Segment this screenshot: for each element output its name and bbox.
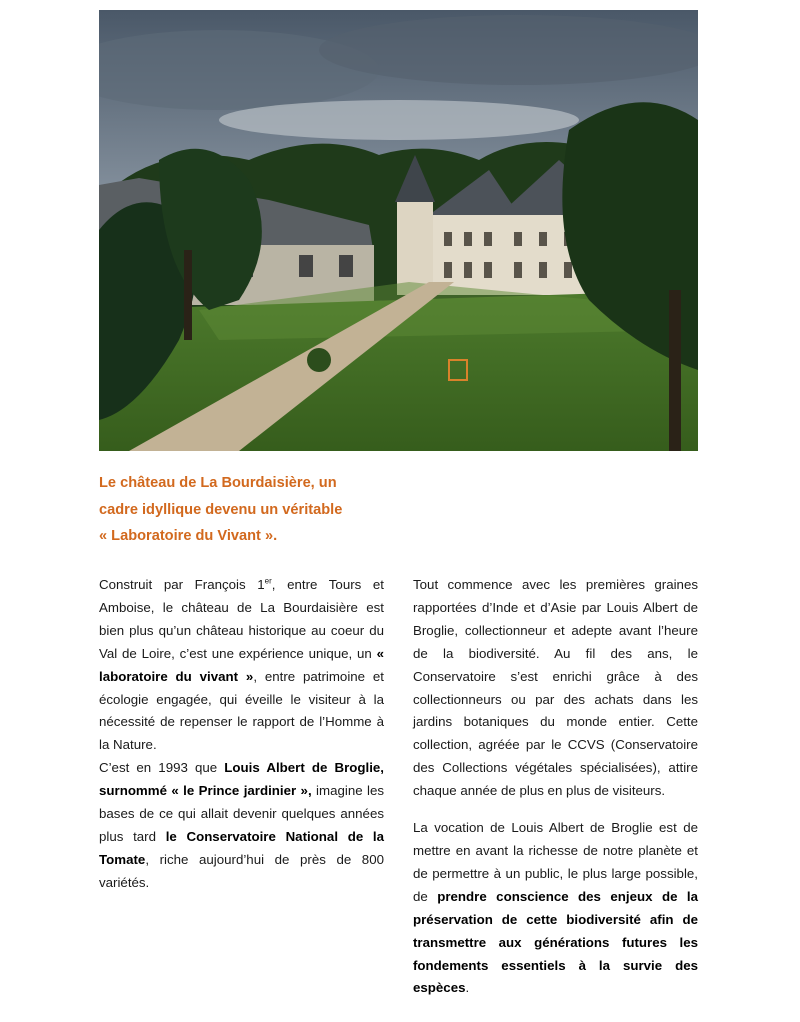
- right-column: [413, 574, 698, 1000]
- text-span: imagine les bases de ce qui allait devenir quelques années plus tard: [99, 783, 385, 844]
- text-span: , riche aujourd’hui de près de 800 variétés.: [99, 851, 384, 890]
- text-span: Construit par François 1: [99, 577, 265, 592]
- chateau-image: [99, 10, 698, 451]
- caption-line: Le château de La Bourdaisière, un: [99, 475, 337, 491]
- paragraph: [413, 817, 698, 1000]
- paragraph: Tout commence avec les premières graines rapportées d’Inde et d’Asie par Louis Albert de Broglie, collectionneur et adepte avant l’heure de la biodiversité. Au fil des ans, le Conservatoire s’est enrichi grâce à des collectionneurs ou par des achats dans les jardins botaniques du monde entier. Cette collection, agréée par le CCVS (Conservatoire des Collections végétales spécialisées), attire chaque année de plus en plus de visiteurs.: [413, 577, 698, 799]
- emphasis: prendre conscience des enjeux de la préservation de cette biodiversité afin de transmettre aux générations futures les fondements essentiels à la survie des espèces: [413, 888, 698, 996]
- superscript: er: [264, 576, 272, 586]
- caption-line: « Laboratoire du Vivant ».: [99, 528, 278, 544]
- photo-caption: [99, 470, 399, 550]
- text-span: , entre Tours et Amboise, le château de La Bourdaisière est bien plus qu’un château historique au coeur du Val de Loire, c’est une expérience unique, un: [99, 577, 384, 661]
- caption-line: cadre idyllique devenu un véritable: [99, 501, 343, 518]
- paragraph: [99, 757, 384, 894]
- text-span: La vocation de Louis Albert de Broglie est de mettre en avant la richesse de notre planète et de permettre à un public, le plus large possible, de: [413, 820, 698, 904]
- emphasis: « laboratoire du vivant »: [99, 645, 384, 684]
- chateau-photo: [99, 10, 698, 451]
- text-span: C’est en 1993 que: [99, 760, 225, 776]
- paragraph: [99, 574, 384, 757]
- left-column: [99, 574, 384, 895]
- text-span: , entre patrimoine et écologie engagée, qui éveille le visiteur à la nécessité de repenser le rapport de l’Homme à la Nature.: [99, 668, 384, 753]
- emphasis: le Conservatoire National de la Tomate: [99, 828, 384, 867]
- text-span: .: [465, 980, 470, 996]
- emphasis: Louis Albert de Broglie, surnommé « le Prince jardinier »,: [99, 760, 384, 799]
